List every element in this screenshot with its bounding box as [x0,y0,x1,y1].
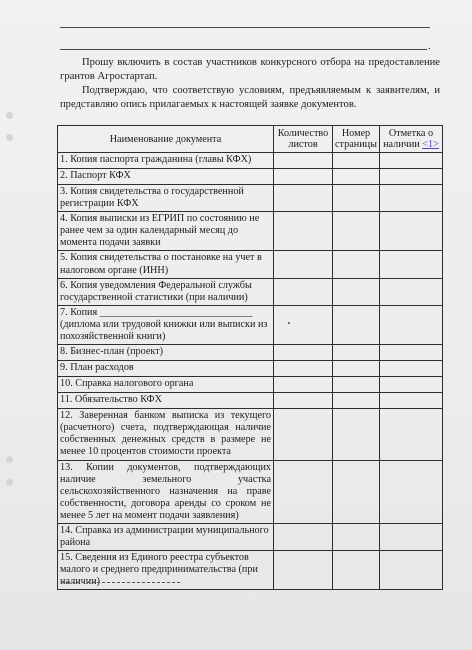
document-name-cell: 4. Копия выписки из ЕГРИП по состоянию не ранее чем за один календарный месяц до момента подачи заявки [58,212,274,251]
table-row [58,251,443,278]
page-number-cell [333,460,380,523]
page-number-cell [333,377,380,393]
sheet-count-cell [274,409,333,460]
document-name-cell: 14. Справка из администрации муниципального района [58,523,274,550]
page-number-cell [333,409,380,460]
document-name-cell: 10. Справка налогового органа [58,377,274,393]
page-number-cell [333,153,380,169]
presence-mark-cell [380,212,443,251]
table-row [58,185,443,212]
fill-line-period: . [428,40,431,52]
table-row [58,460,443,523]
presence-mark-cell [380,169,443,185]
table-row [58,169,443,185]
document-name-cell: 6. Копия уведомления Федеральной службы государственной статистики (при наличии) [58,278,274,305]
header-document-name: Наименование документа [58,126,274,153]
footnote-separator [62,582,180,583]
document-name-cell: 15. Сведения из Единого реестра субъектов малого и среднего предпринимательства (при наличии) [58,551,274,590]
document-name-cell: 8. Бизнес-план (проект) [58,345,274,361]
sheet-count-cell [274,393,333,409]
document-name-cell: 2. Паспорт КФХ [58,169,274,185]
page-number-cell [333,551,380,590]
sheet-count-cell [274,345,333,361]
presence-mark-cell [380,278,443,305]
table-row [58,409,443,460]
presence-mark-cell [380,345,443,361]
document-name-cell: 9. План расходов [58,361,274,377]
table-row [58,393,443,409]
presence-mark-cell [380,523,443,550]
page-number-cell [333,185,380,212]
presence-mark-cell [380,460,443,523]
header-presence-mark-label: Отметка о наличии [383,128,434,150]
presence-mark-cell [380,305,443,344]
page-number-cell [333,305,380,344]
table-row [58,305,443,344]
presence-mark-cell [380,251,443,278]
presence-mark-cell [380,153,443,169]
presence-mark-cell [380,185,443,212]
sheet-count-cell [274,185,333,212]
sheet-count-cell [274,169,333,185]
sheet-count-cell [274,251,333,278]
sheet-count-cell [274,361,333,377]
scan-speck [288,322,290,324]
presence-mark-cell [380,361,443,377]
table-row [58,361,443,377]
header-sheet-count: Количество листов [274,126,333,153]
sheet-count-cell [274,551,333,590]
table-row [58,345,443,361]
header-presence-mark [380,126,443,153]
page-number-cell [333,345,380,361]
page-number-cell [333,278,380,305]
table-row [58,212,443,251]
request-paragraph: Прошу включить в состав участников конкурсного отбора на предоставление грантов Агростартап. [60,57,440,82]
footnote-ref-link[interactable]: <1> [422,139,439,150]
page-number-cell [333,169,380,185]
punch-hole [6,112,13,119]
confirmation-paragraph: Подтверждаю, что соответствую условиям, предъявляемым к заявителям, и представляю опись прилагаемых к настоящей заявке документов. [60,85,440,110]
sheet-count-cell [274,278,333,305]
table-row [58,551,443,590]
presence-mark-cell [380,551,443,590]
page-number-cell [333,251,380,278]
document-name-cell: 5. Копия свидетельства о постановке на учет в налоговом органе (ИНН) [58,251,274,278]
document-name-cell: 3. Копия свидетельства о государственной регистрации КФХ [58,185,274,212]
document-name-cell: 1. Копия паспорта гражданина (главы КФХ) [58,153,274,169]
sheet-count-cell [274,460,333,523]
documents-table [57,125,443,590]
document-name-cell: 11. Обязательство КФХ [58,393,274,409]
fill-line-second [60,49,427,50]
table-row [58,377,443,393]
sheet-count-cell [274,212,333,251]
document-name-cell: 7. Копия ______________________________ (диплома или трудовой книжки или выписки из похозяйственной книги) [58,305,274,344]
document-name-cell: 13. Копии документов, подтверждающих наличие земельного участка сельскохозяйственного назначения на праве собственности, договора аренды со сроком не менее 5 лет на момент подачи заявления) [58,460,274,523]
presence-mark-cell [380,409,443,460]
sheet-count-cell [274,377,333,393]
table-row [58,153,443,169]
presence-mark-cell [380,393,443,409]
presence-mark-cell [380,377,443,393]
fill-line-top [60,27,430,28]
sheet-count-cell [274,305,333,344]
page-number-cell [333,393,380,409]
table-row [58,278,443,305]
page-number-cell [333,523,380,550]
punch-hole [6,479,13,486]
page-number-cell [333,212,380,251]
document-name-cell: 12. Заверенная банком выписка из текущего (расчетного) счета, подтверждающая наличие собственных денежных средств в размере не менее 10 процентов стоимости проекта [58,409,274,460]
punch-hole [6,134,13,141]
page-number-cell [333,361,380,377]
punch-hole [6,456,13,463]
sheet-count-cell [274,153,333,169]
table-row [58,523,443,550]
header-page-number: Номер страницы [333,126,380,153]
sheet-count-cell [274,523,333,550]
table-header-row [58,126,443,153]
